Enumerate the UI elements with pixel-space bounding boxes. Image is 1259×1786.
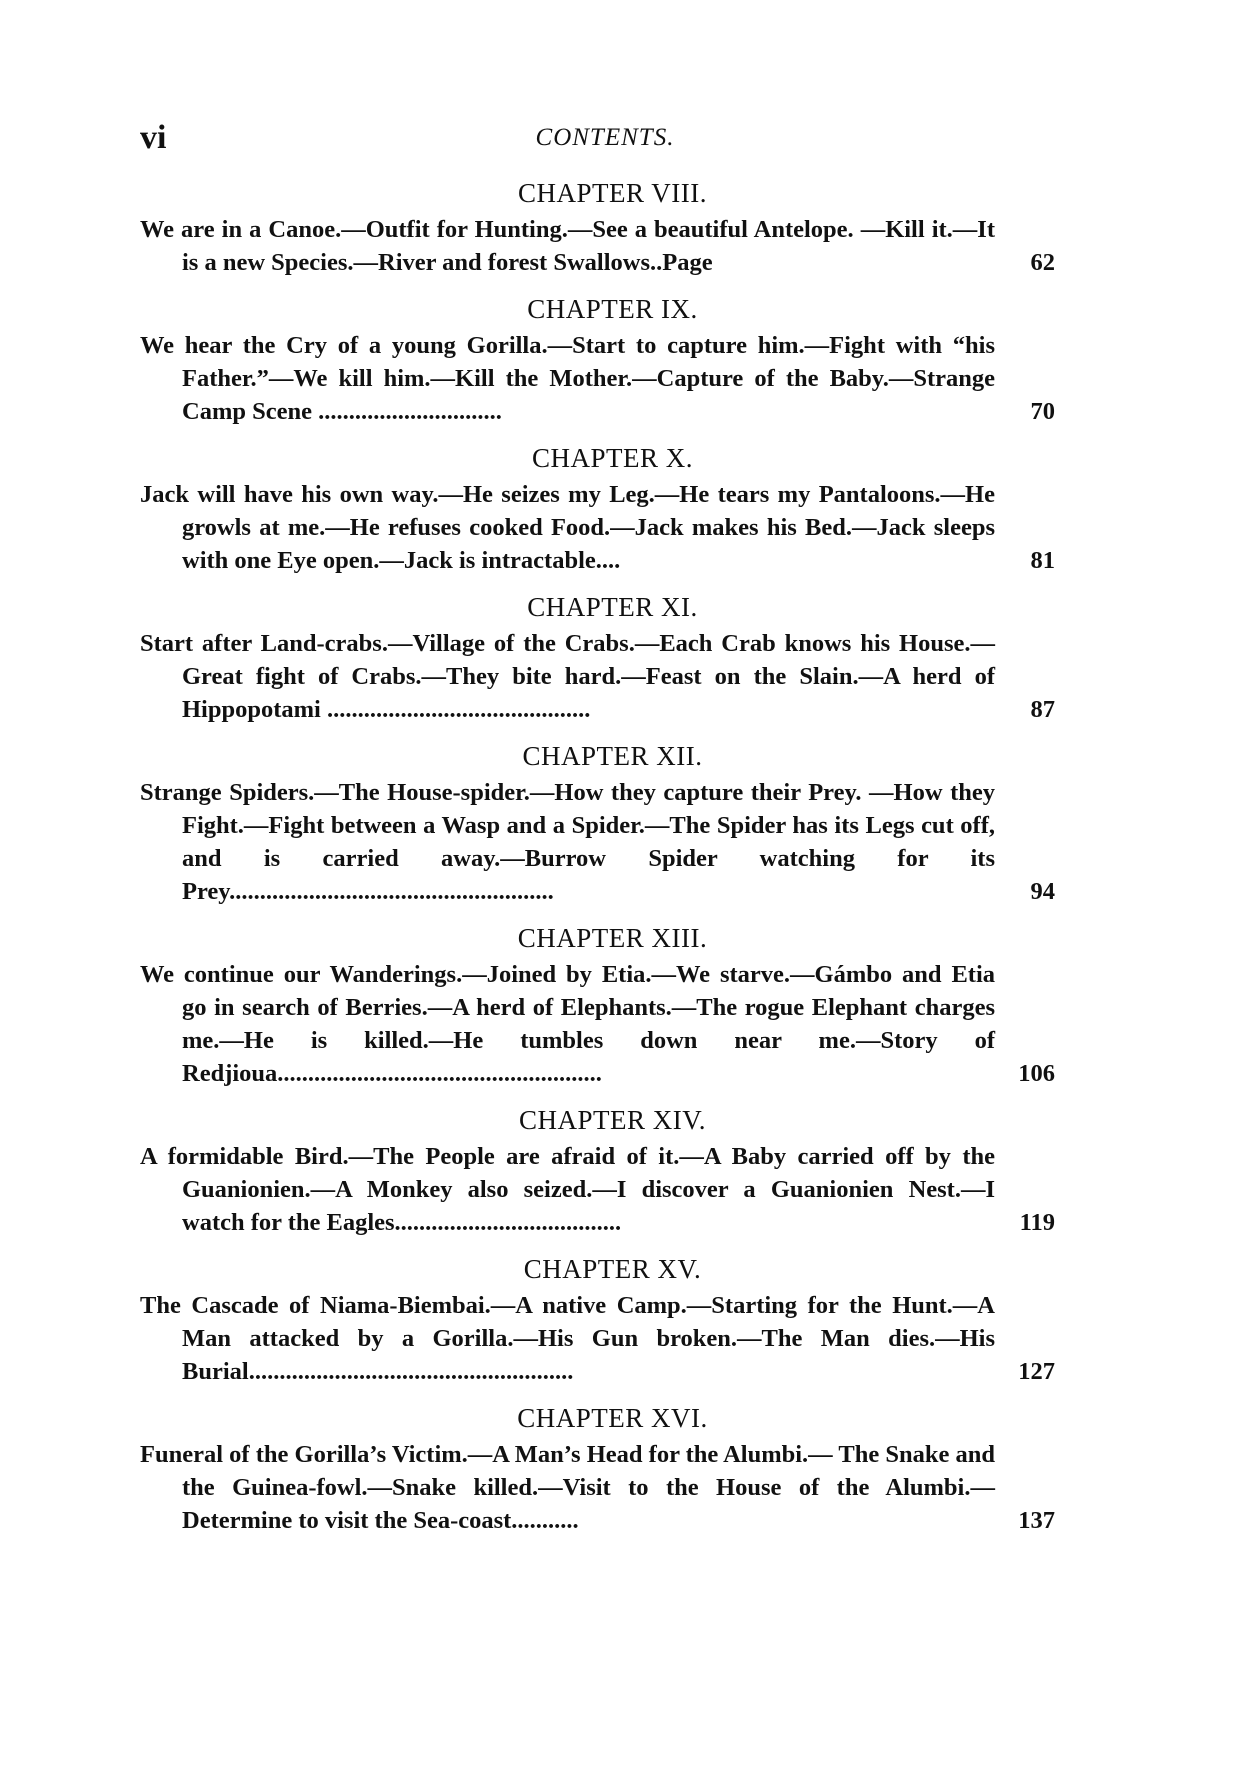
chapter-summary xyxy=(140,213,1055,279)
page-ref: 106 xyxy=(1018,1060,1055,1087)
chapter-summary xyxy=(140,1289,1055,1388)
chapter-summary xyxy=(140,1438,1055,1537)
chapter-summary xyxy=(140,1140,1055,1239)
chapter-entry xyxy=(140,440,1055,577)
summary-text: Start after Land-crabs.—Village of the Crabs.—Each Crab knows his House.—Great fight of Crabs.—They bite hard.—Feast on the Slain.—A herd of Hippopotami xyxy=(140,630,995,723)
chapter-entry xyxy=(140,738,1055,908)
chapter-summary xyxy=(140,329,1055,428)
summary-text: Funeral of the Gorilla’s Victim.—A Man’s Head for the Alumbi.— The Snake and the Guinea-fowl.—Snake killed.—Visit to the House of the Alumbi.—Determine to visit the Sea-coast xyxy=(140,1441,995,1534)
contents-list xyxy=(140,175,1055,1549)
chapter-entry xyxy=(140,291,1055,428)
dot-leader: ........... xyxy=(511,1507,579,1534)
chapter-entry xyxy=(140,920,1055,1090)
chapter-entry xyxy=(140,1102,1055,1239)
chapter-entry xyxy=(140,1400,1055,1537)
page-ref: 94 xyxy=(1030,878,1055,905)
summary-text: A formidable Bird.—The People are afraid of it.—A Baby carried off by the Guanionien.—A Monkey also seized.—I discover a Guanionien Nest.—I watch for the Eagles xyxy=(140,1143,995,1236)
dot-leader: ... xyxy=(601,547,621,574)
chapter-title: CHAPTER XI. xyxy=(527,592,698,622)
chapter-summary xyxy=(140,776,1055,908)
chapter-title: CHAPTER VIII. xyxy=(517,178,707,208)
chapter-entry xyxy=(140,1251,1055,1388)
chapter-title: CHAPTER X. xyxy=(531,443,693,473)
chapter-summary xyxy=(140,478,1055,577)
summary-text: We hear the Cry of a young Gorilla.—Start to capture him.—Fight with “his Father.”—We kill him.—Kill the Mother.—Capture of the Baby.—Strange Camp Scene xyxy=(140,332,995,425)
page-ref: 70 xyxy=(1030,398,1055,425)
summary-text: Jack will have his own way.—He seizes my Leg.—He tears my Pantaloons.—He growls at me.—He refuses cooked Food.—Jack makes his Bed.—Jack sleeps with one Eye open.—Jack is intractable. xyxy=(140,481,995,574)
page-ref: 62 xyxy=(1030,249,1055,276)
dot-leader: ........................................... xyxy=(320,696,591,723)
chapter-summary xyxy=(140,627,1055,726)
chapter-title: CHAPTER XIII. xyxy=(517,923,708,953)
page-ref: 87 xyxy=(1030,696,1055,723)
chapter-title: CHAPTER XII. xyxy=(522,741,703,771)
summary-text: Strange Spiders.—The House-spider.—How they capture their Prey. —How they Fight.—Fight between a Wasp and a Spider.—The Spider has its Legs cut off, and is carried away.—Burrow Spider watching for its Prey xyxy=(140,779,995,905)
dot-leader: ..................................................... xyxy=(248,1358,574,1385)
dot-leader: ..................................................... xyxy=(277,1060,602,1087)
chapter-title: CHAPTER IX. xyxy=(527,294,698,324)
page-number: vi xyxy=(140,119,167,156)
summary-text: We continue our Wanderings.—Joined by Etia.—We starve.—Gámbo and Etia go in search of Berries.—A herd of Elephants.—The rogue Elephant charges me.—He is killed.—He tumbles down near me.—Story of Redjioua xyxy=(140,961,995,1087)
page-ref: 127 xyxy=(1018,1358,1055,1385)
page-ref: 81 xyxy=(1030,547,1055,574)
page-ref: 119 xyxy=(1019,1209,1055,1236)
dot-leader: .............................. xyxy=(311,398,502,425)
page-header xyxy=(140,118,1050,158)
dot-leader: ..................................................... xyxy=(229,878,554,905)
dot-leader: ..................................... xyxy=(394,1209,622,1236)
summary-text: The Cascade of Niama-Biembai.—A native Camp.—Starting for the Hunt.—A Man attacked by a Gorilla.—His Gun broken.—The Man dies.—His Burial xyxy=(140,1292,995,1385)
chapter-title: CHAPTER XIV. xyxy=(518,1105,707,1135)
chapter-title: CHAPTER XV. xyxy=(523,1254,702,1284)
chapter-summary xyxy=(140,958,1055,1090)
chapter-entry xyxy=(140,589,1055,726)
page-ref: 137 xyxy=(1018,1507,1055,1534)
running-title: CONTENTS. xyxy=(535,124,675,151)
summary-text: We are in a Canoe.—Outfit for Hunting.—See a beautiful Antelope. —Kill it.—It is a new Species.—River and forest Swallows. xyxy=(140,216,995,276)
chapter-title: CHAPTER XVI. xyxy=(517,1403,708,1433)
page-leader: .Page xyxy=(656,249,713,276)
chapter-entry xyxy=(140,175,1055,279)
